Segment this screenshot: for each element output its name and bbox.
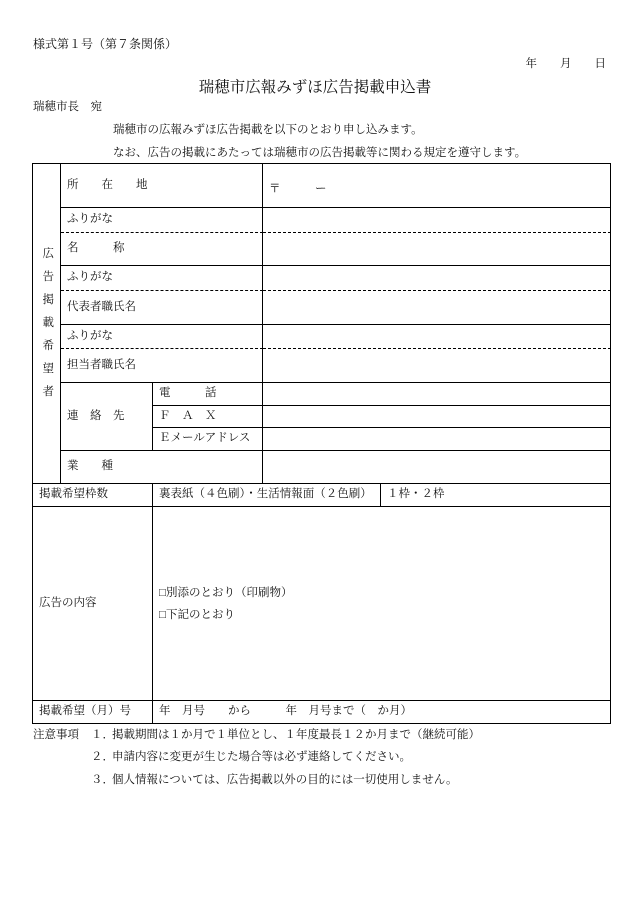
form-number: 様式第１号（第７条関係） <box>33 37 178 51</box>
industry-field <box>263 451 611 484</box>
email-label: Ｅメールアドレス <box>153 428 263 451</box>
slots-count: １枠・２枠 <box>381 484 611 507</box>
name-furigana-label: ふりがな <box>61 208 263 233</box>
intro-line-1: 瑞穂市の広報みずほ広告掲載を以下のとおり申し込みます。 <box>113 124 423 136</box>
representative-furigana-label: ふりがな <box>61 266 263 291</box>
representative-furigana-field <box>263 266 611 291</box>
email-field <box>263 428 611 451</box>
fax-field <box>263 406 611 428</box>
note-number: ３． <box>91 774 114 786</box>
postal-mark: 〒 ー <box>269 182 327 195</box>
document-title: 瑞穂市広報みずほ広告掲載申込書 <box>198 79 432 96</box>
content-option-attached: □別添のとおり（印刷物） <box>159 586 293 599</box>
representative-field <box>263 291 611 325</box>
slots-label: 掲載希望枠数 <box>33 484 153 507</box>
address-field <box>263 164 611 208</box>
contact-person-field <box>263 349 611 383</box>
note-text: 申請内容に変更が生じた場合等は必ず連絡してください。 <box>112 751 411 763</box>
content-label: 広告の内容 <box>33 507 153 701</box>
note-text: 掲載期間は１か月で１単位とし、１年度最長１２か月まで（継続可能） <box>112 729 480 741</box>
name-label: 名 称 <box>61 233 263 266</box>
address-label: 所 在 地 <box>61 164 263 208</box>
phone-label: 電 話 <box>153 383 263 406</box>
note-number: ２． <box>91 751 114 763</box>
date-line: 年 月 日 <box>525 58 606 70</box>
contact-person-furigana-field <box>263 325 611 349</box>
contact-label: 連 絡 先 <box>61 383 153 451</box>
phone-field <box>263 383 611 406</box>
intro-line-2: なお、広告の掲載にあたっては瑞穂市の広告掲載等に関わる規定を遵守します。 <box>113 147 527 159</box>
content-field <box>153 507 611 701</box>
note-number: １． <box>91 729 114 741</box>
name-furigana-field <box>263 208 611 233</box>
representative-label: 代表者職氏名 <box>61 291 263 325</box>
fax-label: Ｆ Ａ Ｘ <box>153 406 263 428</box>
content-option-below: □下記のとおり <box>159 608 235 621</box>
period-label: 掲載希望（月）号 <box>33 701 153 724</box>
industry-label: 業 種 <box>61 451 263 484</box>
addressee: 瑞穂市長 宛 <box>33 101 102 113</box>
applicant-group-label <box>33 164 61 484</box>
contact-person-furigana-label: ふりがな <box>61 325 263 349</box>
slots-pages: 裏表紙（４色刷）・生活情報面（２色刷） <box>153 484 381 507</box>
name-field <box>263 233 611 266</box>
period-field: 年 月号 から 年 月号まで（ か月） <box>153 701 611 724</box>
application-table <box>32 163 611 724</box>
applicant-group-text: 広告掲載希望者 <box>41 246 54 408</box>
notes-label: 注意事項 <box>33 729 79 741</box>
contact-person-label: 担当者職氏名 <box>61 349 263 383</box>
note-text: 個人情報については、広告掲載以外の目的には一切使用しません。 <box>112 774 458 786</box>
